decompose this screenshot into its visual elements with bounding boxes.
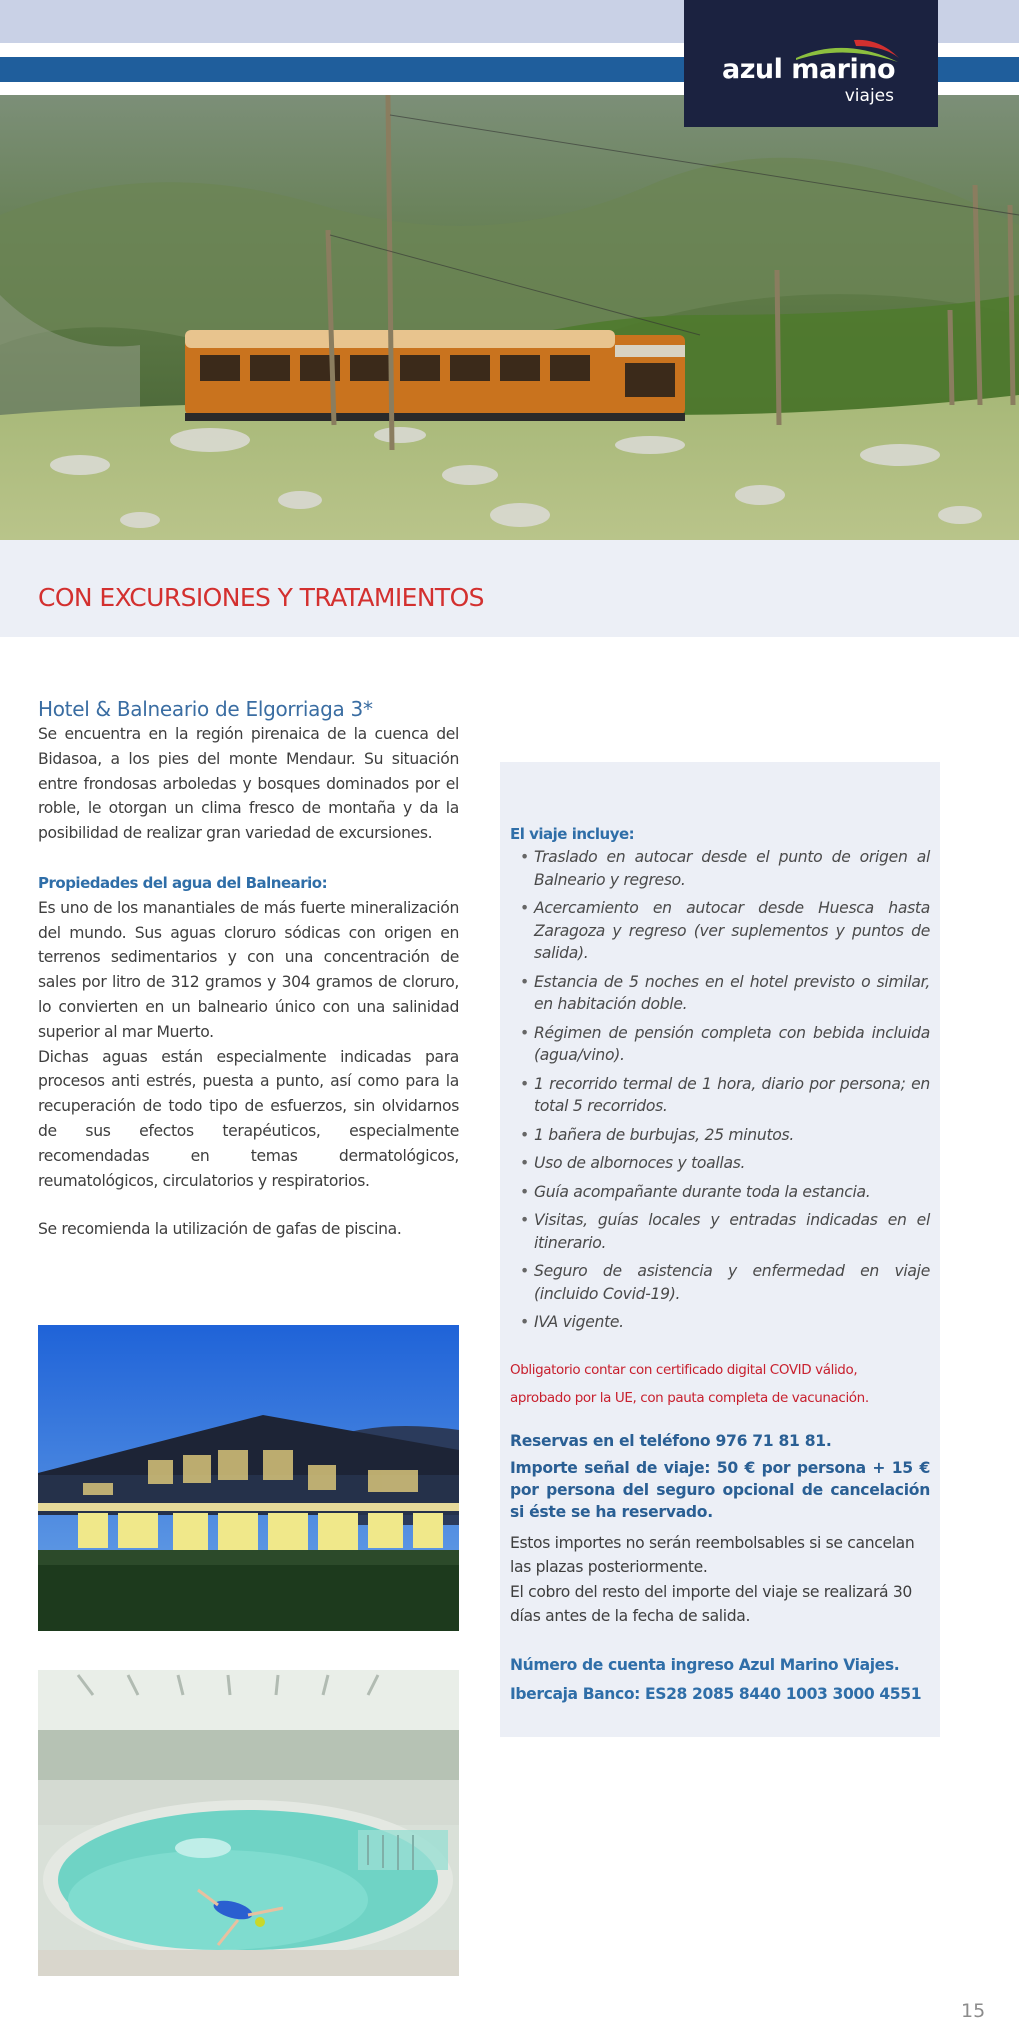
thermal-pool-photo <box>38 1670 459 1976</box>
deposit-info: Importe señal de viaje: 50 € por persona + 15 € por persona del seguro opcional de cancelación si éste se ha reservado. <box>510 1458 930 1521</box>
account-title: Número de cuenta ingreso Azul Marino Viajes. <box>510 1655 900 1674</box>
includes-item: • Seguro de asistencia y enfermedad en viaje (incluido Covid-19). <box>520 1262 930 1303</box>
hotel-title: Hotel & Balneario de Elgorriaga 3* <box>38 697 373 721</box>
includes-item: • 1 bañera de burbujas, 25 minutos. <box>510 1124 930 1147</box>
bullet-icon: • <box>520 1125 529 1144</box>
bullet-icon: • <box>520 1182 529 1201</box>
includes-item: • Régimen de pensión completa con bebida incluida (agua/vino). <box>520 1023 930 1064</box>
section-title: CON EXCURSIONES Y TRATAMIENTOS <box>38 583 484 612</box>
includes-list <box>510 846 930 1334</box>
account-number: Ibercaja Banco: ES28 2085 8440 1003 3000 4551 <box>510 1684 922 1703</box>
water-text-1: Es uno de los manantiales de más fuerte mineralización del mundo. Sus aguas cloruro sódicas con origen en terrenos sedimentarios y con una concentración de sales por litro de 312 gramos y 304 gramos de cloruro, lo convierten en un balneario único con una salinidad superior al mar Muerto. <box>38 898 459 1041</box>
includes-item: • Visitas, guías locales y entradas indicadas en el itinerario. <box>520 1211 930 1252</box>
trip-info-content <box>510 824 930 1709</box>
hero-photo <box>0 95 1019 540</box>
trip-info-panel <box>500 762 940 1737</box>
bullet-icon: • <box>520 848 529 866</box>
bullet-icon: • <box>520 1211 529 1229</box>
booking-phone: Reservas en el teléfono 976 71 81 81. <box>510 1431 832 1450</box>
includes-item: • Traslado en autocar desde el punto de origen al Balneario y regreso. <box>520 848 930 889</box>
hotel-description <box>38 696 459 1242</box>
covid-notice: Obligatorio contar con certificado digital COVID válido, aprobado por la UE, con pauta completa de vacunación. <box>510 1361 869 1406</box>
non-refundable-note: Estos importes no serán reembolsables si se cancelan las plazas posteriormente. <box>510 1533 915 1576</box>
includes-item: • Uso de albornoces y toallas. <box>510 1152 930 1175</box>
hotel-intro: Se encuentra en la región pirenaica de la cuenca del Bidasoa, a los pies del monte Mendaur. Su situación entre frondosas arboledas y bosques dominados por el roble, le otorgan un clima fresco de montaña y da la posibilidad de realizar gran variedad de excursiones. <box>38 725 459 843</box>
includes-title: El viaje incluye: <box>510 825 635 843</box>
bullet-icon: • <box>520 972 529 991</box>
includes-item: • Estancia de 5 noches en el hotel previsto o similar, en habitación doble. <box>520 972 930 1013</box>
bullet-icon: • <box>520 899 529 917</box>
balance-payment-note: El cobro del resto del importe del viaje se realizará 30 días antes de la fecha de salida. <box>510 1582 912 1625</box>
brand-logo <box>684 0 938 127</box>
logo-subtitle: viajes <box>844 86 894 106</box>
includes-item: • 1 recorrido termal de 1 hora, diario por persona; en total 5 recorridos. <box>520 1074 930 1115</box>
bullet-icon: • <box>520 1313 529 1331</box>
logo-wordmark: azul marino <box>722 54 896 85</box>
water-text-2: Dichas aguas están especialmente indicadas para procesos anti estrés, puesta a punto, así como para la recuperación de todo tipo de esfuerzos, sin olvidarnos de sus efectos terapéuticos, especialmente recomendadas en temas dermatológicos, reumatológicos, circulatorios y respiratorios. <box>38 1047 459 1190</box>
recommendation: Se recomienda la utilización de gafas de piscina. <box>38 1220 402 1239</box>
hotel-exterior-photo <box>38 1325 459 1631</box>
water-heading: Propiedades del agua del Balneario: <box>38 873 328 892</box>
includes-item: • IVA vigente. <box>510 1311 930 1334</box>
page-number: 15 <box>961 2000 986 2022</box>
bullet-icon: • <box>520 1262 529 1280</box>
includes-item: • Acercamiento en autocar desde Huesca hasta Zaragoza y regreso (ver suplementos y puntos de salida). <box>520 899 930 962</box>
bullet-icon: • <box>520 1154 529 1172</box>
bullet-icon: • <box>520 1074 529 1093</box>
bullet-icon: • <box>520 1023 529 1042</box>
includes-item: • Guía acompañante durante toda la estancia. <box>510 1181 930 1204</box>
